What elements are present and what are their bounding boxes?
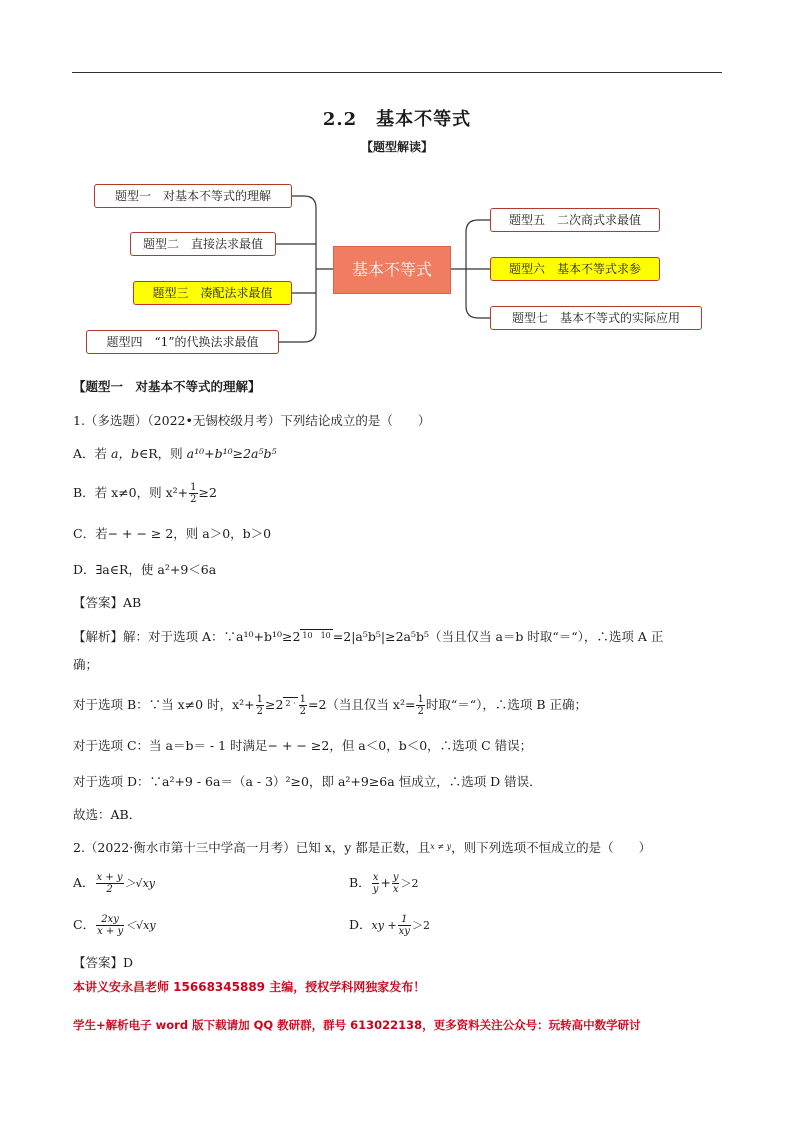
fraction: $\frac{1}{2}$ [190, 482, 197, 505]
page-title: 2.2 基本不等式 [322, 109, 472, 130]
mindmap-center-node: 基本不等式 [333, 246, 451, 294]
sqrt-radical: 10 10 [302, 631, 331, 640]
q2-option-c: C． $\frac{2xy}{x + y}$ ＜√xy [73, 914, 156, 937]
page-subtitle: 【题型解读】 [360, 140, 433, 154]
section-heading: 【题型一 对基本不等式的理解】 [73, 379, 261, 394]
mindmap-node-type4: 题型四 “1”的代换法求最值 [86, 330, 279, 354]
q1-option-a: A．若 a，b∈R，则 a¹⁰+b¹⁰≥2a⁵b⁵ [73, 446, 277, 461]
q1-answer: 【答案】AB [73, 595, 142, 610]
mindmap-node-type6: 题型六 基本不等式求参 [490, 257, 660, 281]
q2-stem: 2.（2022·衡水市第十三中学高一月考）已知 x，y 都是正数，且$^{x \ne y}$，则下列选项不恒成立的是（ ） [73, 840, 652, 855]
q2-answer: 【答案】D [73, 955, 134, 970]
mindmap-node-type3: 题型三 凑配法求最值 [133, 281, 292, 305]
q1-analysis-option-b: 对于选项 B：∵当 x≠0 时，x²+ $\frac{1}{2}$ ≥2 2 · $\frac{1}{2}$ =2（当且仅当 x²= $\frac{1}{2}$ 时取“＝“），∴选项 B 正确； [73, 694, 587, 717]
mindmap-node-type7: 题型七 基本不等式的实际应用 [490, 306, 702, 330]
q1-option-d: D．∃a∈R，使 a²+9＜6a [73, 562, 217, 577]
q1-option-c: C．若− + − ≥ 2，则 a＞0，b＞0 [73, 526, 272, 541]
q1-analysis-line2: 确； [73, 657, 99, 672]
mindmap-node-type1: 题型一 对基本不等式的理解 [94, 184, 292, 208]
footer-download-note: 学生+解析电子 word 版下载请加 QQ 教研群，群号 613022138，更多资料关注公众号：玩转高中数学研讨 [73, 1018, 641, 1032]
q2-option-b: B． $\frac{x}{y}$ + $\frac{y}{x}$ ＞2 [349, 872, 419, 895]
mindmap-node-type5: 题型五 二次商式求最值 [490, 208, 660, 232]
q1-analysis-line1: 【解析】解：对于选项 A：∵a¹⁰+b¹⁰≥2 10 10 =2|a⁵b⁵|≥2a⁵b⁵（当且仅当 a＝b 时取“＝“），∴选项 A 正 [73, 629, 664, 644]
footer-editor-note: 本讲义安永昌老师 15668345889 主编，授权学科网独家发布！ [73, 980, 426, 994]
q2-option-a: A． $\frac{x + y}{2}$ ＞√xy [73, 872, 155, 895]
mindmap-node-type2: 题型二 直接法求最值 [130, 232, 276, 256]
q1-conclusion: 故选：AB． [73, 807, 142, 822]
q1-option-b: B．若 x≠0，则 x²+ $\frac{1}{2}$ ≥2 [73, 482, 217, 505]
q2-option-d: D．xy + $\frac{1}{xy}$ ＞2 [349, 914, 430, 937]
q1-stem: 1.（多选题）（2022•无锡校级月考）下列结论成立的是（ ） [73, 413, 431, 428]
q1-analysis-option-d: 对于选项 D：∵a²+9 - 6a＝（a - 3）²≥0，即 a²+9≥6a 恒成立，∴选项 D 错误． [73, 774, 542, 789]
q1-analysis-option-c: 对于选项 C：当 a＝b＝ - 1 时满足− + − ≥2，但 a＜0，b＜0，∴选项 C 错误； [73, 738, 533, 753]
